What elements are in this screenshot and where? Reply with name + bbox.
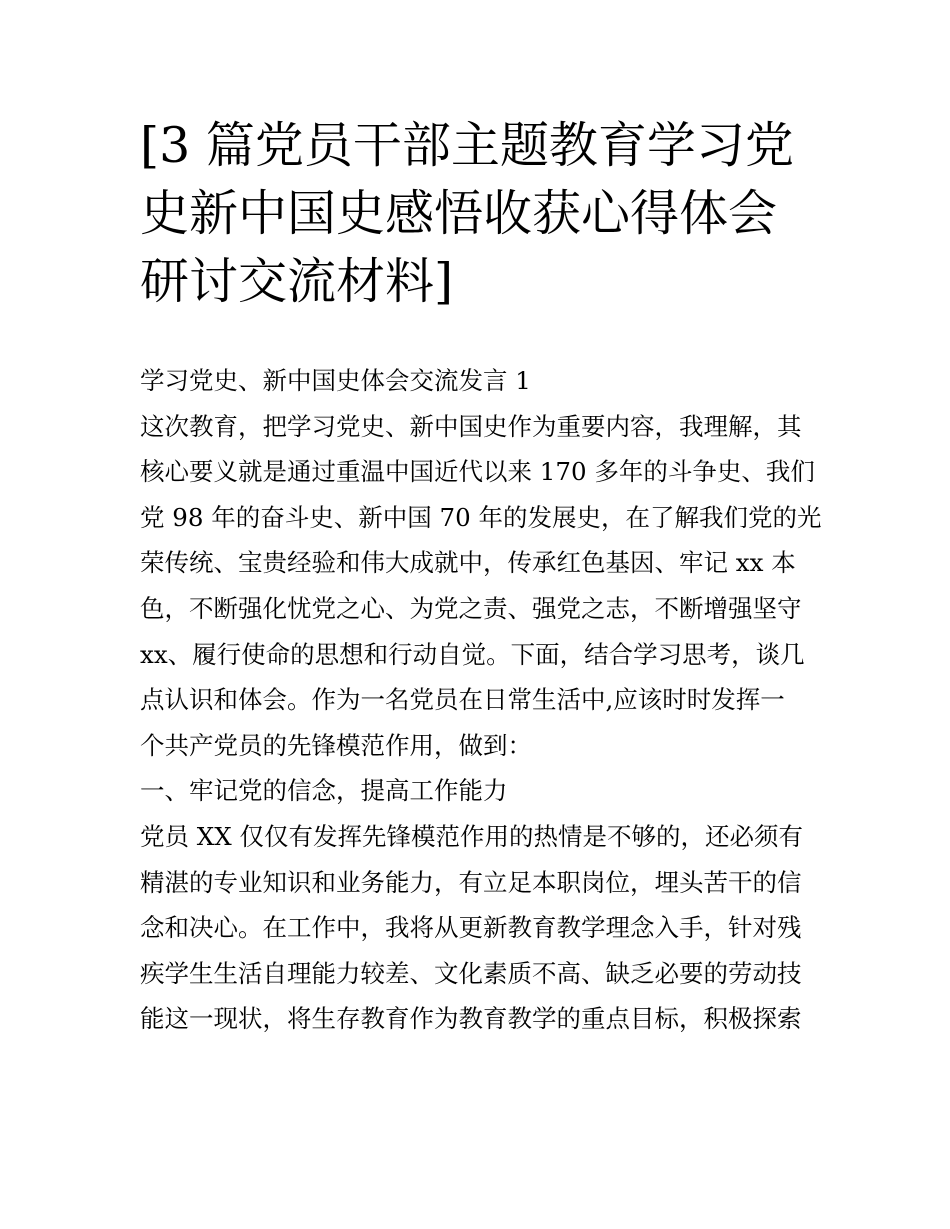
paragraph-line: 荣传统、宝贵经验和伟大成就中，传承红色基因、牢记 xx 本 <box>140 548 796 578</box>
paragraph-line: 疾学生生活自理能力较差、文化素质不高、缺乏必要的劳动技 <box>140 958 802 988</box>
paragraph-line: 个共产党员的先锋模范作用，做到： <box>140 730 532 760</box>
document-body <box>140 358 820 1042</box>
title-line: [3 篇党员干部主题教育学习党 <box>140 117 794 174</box>
paragraph-line: 核心要义就是通过重温中国近代以来 170 多年的斗争史、我们 <box>140 457 815 487</box>
paragraph-line: 精湛的专业知识和业务能力，有立足本职岗位，埋头苦干的信 <box>140 867 802 897</box>
paragraph-line: 点认识和体会。作为一名党员在日常生活中,应该时时发挥一 <box>140 685 785 715</box>
paragraph-line: 这次教育，把学习党史、新中国史作为重要内容，我理解，其 <box>140 411 802 441</box>
paragraph-line: xx、履行使命的思想和行动自觉。下面，结合学习思考，谈几 <box>140 639 805 669</box>
title-line: 研讨交流材料] <box>140 253 454 310</box>
paragraph-2 <box>140 814 820 1042</box>
paragraph-line: 能这一现状，将生存教育作为教育教学的重点目标，积极探索 <box>140 1004 802 1034</box>
paragraph-1 <box>140 404 820 769</box>
paragraph-line: 色，不断强化忧党之心、为党之责、强党之志，不断增强坚守 <box>140 593 802 623</box>
paragraph-line: 念和决心。在工作中，我将从更新教育教学理念入手，针对残 <box>140 913 802 943</box>
title-line: 史新中国史感悟收获心得体会 <box>140 185 778 242</box>
paragraph-line: 党 98 年的奋斗史、新中国 70 年的发展史，在了解我们党的光 <box>140 502 822 532</box>
paragraph-line: 党员 XX 仅仅有发挥先锋模范作用的热情是不够的，还必须有 <box>140 821 803 851</box>
section-heading: 一、牢记党的信念，提高工作能力 <box>140 776 508 806</box>
section-subtitle: 学习党史、新中国史体会交流发言 1 <box>140 366 531 395</box>
document-title <box>140 112 820 316</box>
